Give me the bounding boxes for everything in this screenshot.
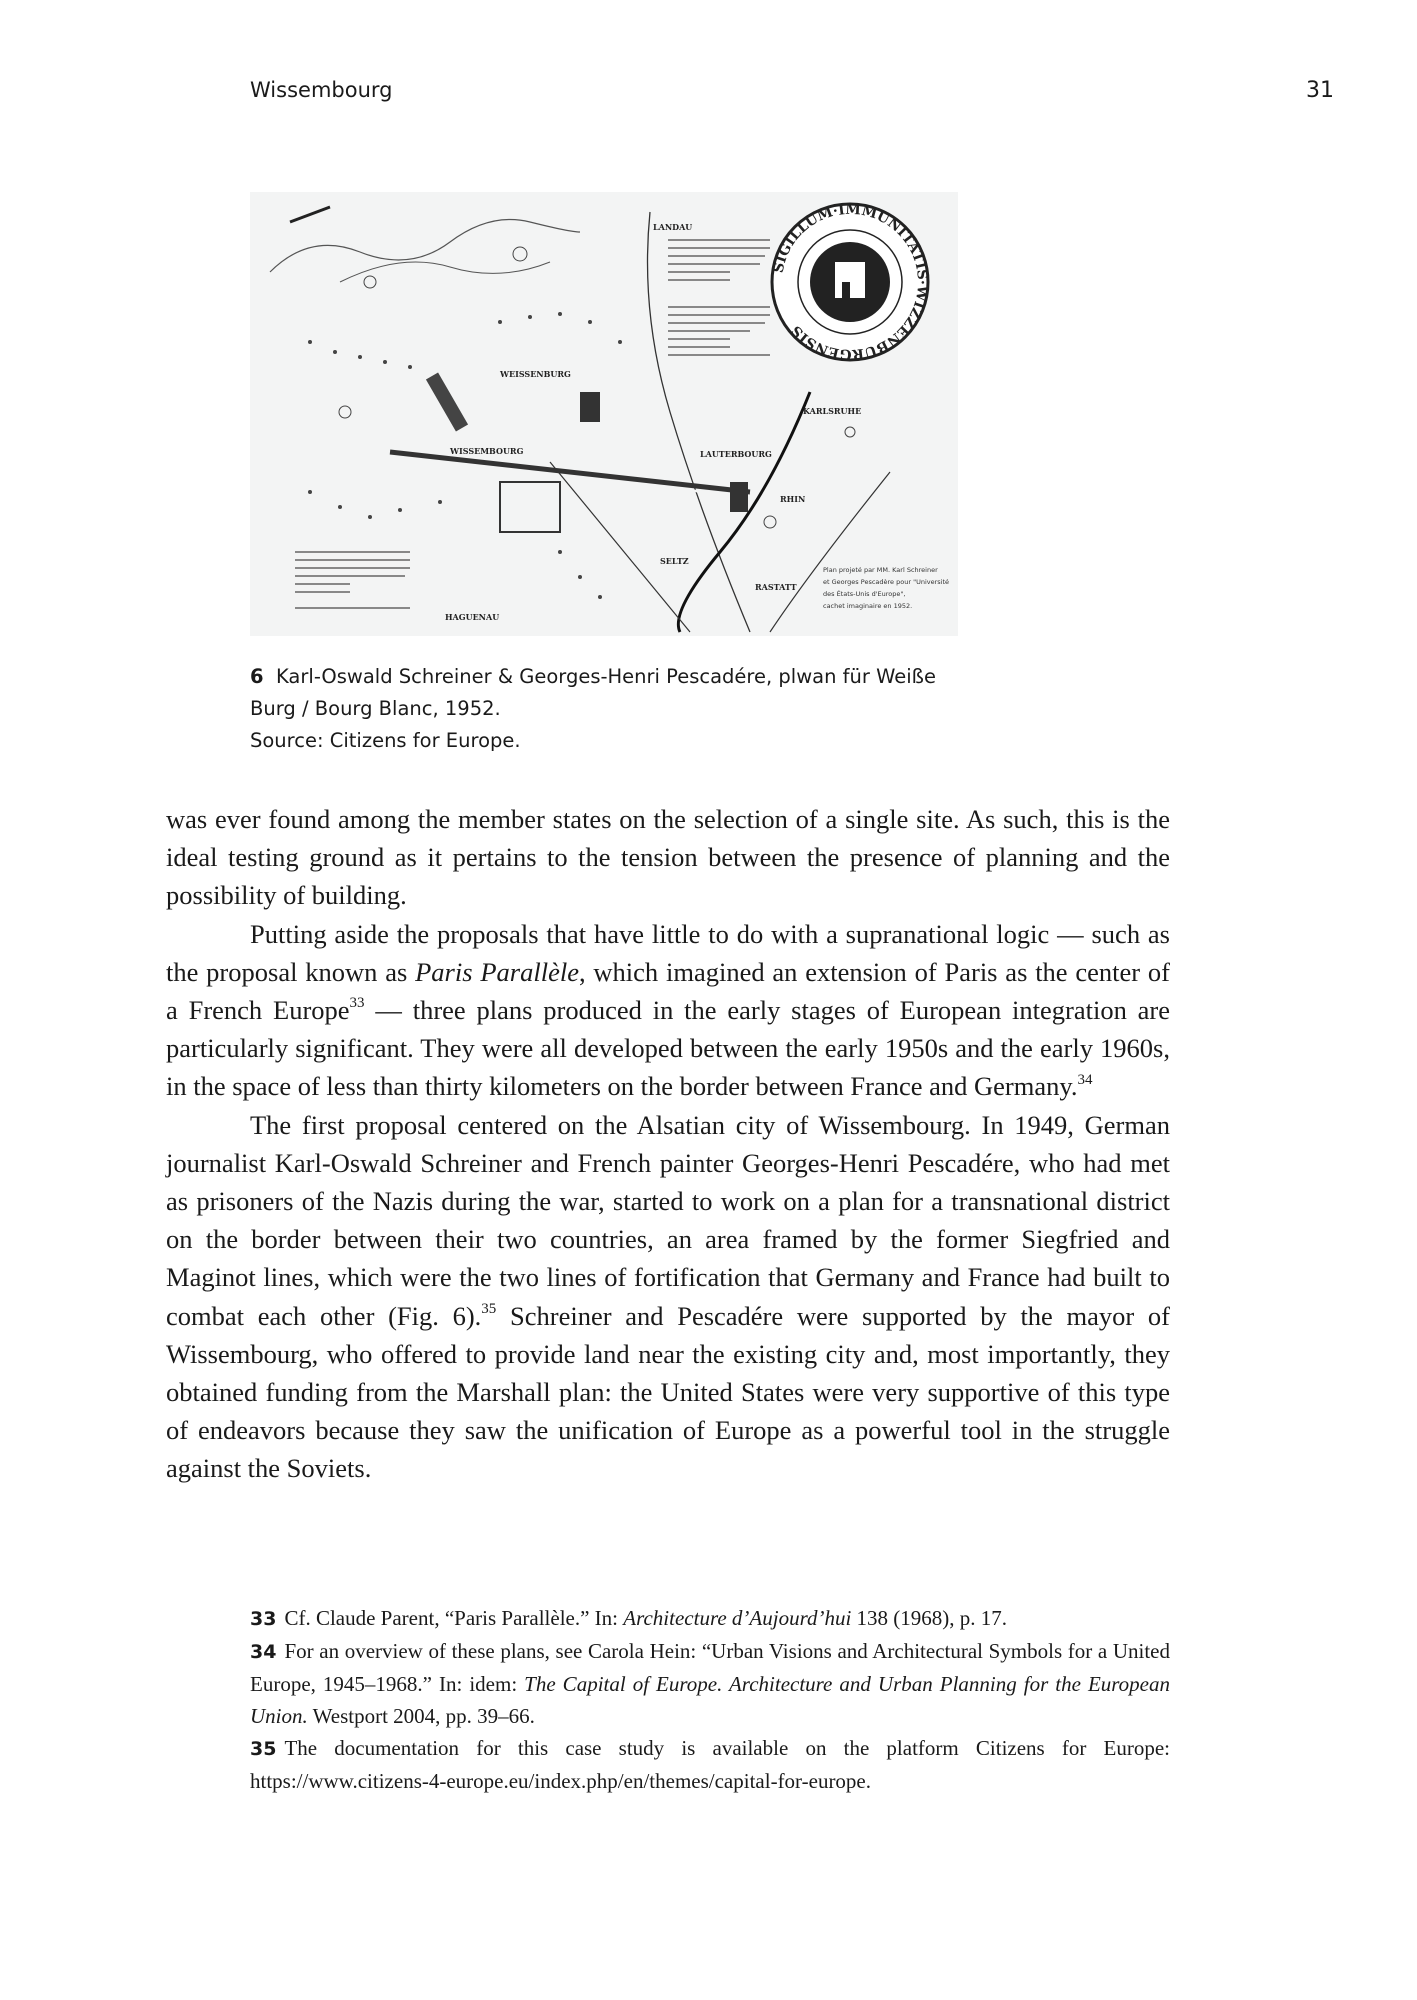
svg-text:LANDAU: LANDAU bbox=[653, 222, 693, 232]
svg-text:LAUTERBOURG: LAUTERBOURG bbox=[700, 449, 772, 459]
footnote-ref-35[interactable]: 35 bbox=[481, 1300, 497, 1317]
footnote-ref-34[interactable]: 34 bbox=[1077, 1071, 1093, 1088]
svg-text:SIGILLUM·IMMUNITATIS·WIZZENBUR: SIGILLUM·IMMUNITATIS·WIZZENBURGENSIS bbox=[770, 201, 931, 363]
seal-emblem bbox=[771, 202, 931, 362]
footnotes bbox=[250, 1602, 1170, 1797]
plan-map-illustration bbox=[250, 192, 958, 636]
figure-number: 6 bbox=[250, 665, 264, 688]
svg-text:HAGUENAU: HAGUENAU bbox=[445, 612, 500, 622]
paragraph-1: was ever found among the member states on the selection of a single site. As such, this is the ideal testing ground as it pertains to the tension between the presence of planning and the possibility of building. bbox=[166, 804, 1170, 911]
figure-source: Source: Citizens for Europe. bbox=[250, 729, 521, 752]
figure-caption-text: Karl-Oswald Schreiner & Georges-Henri Pescadére, plwan für Weiße Burg / Bourg Blanc, 1952. bbox=[250, 665, 936, 720]
svg-text:SELTZ: SELTZ bbox=[660, 556, 689, 566]
page-number: 31 bbox=[1306, 78, 1334, 103]
figure-map bbox=[250, 192, 958, 636]
footnote-35: 35 The documentation for this case study is available on the platform Citizens for Europe: https://www.citizens-4-europe.eu/index.php/en/themes/capital-for-europe. bbox=[250, 1736, 1170, 1793]
svg-text:WISSEMBOURG: WISSEMBOURG bbox=[450, 446, 524, 456]
running-title: Wissembourg bbox=[250, 78, 393, 102]
body-text bbox=[166, 800, 1170, 1488]
svg-text:et Georges Pescadère pour "Uni: et Georges Pescadère pour "Université bbox=[823, 578, 950, 586]
svg-text:KARLSRUHE: KARLSRUHE bbox=[803, 406, 862, 416]
paragraph-3: The first proposal centered on the Alsatian city of Wissembourg. In 1949, German journalist Karl-Oswald Schreiner and French painter Georges-Henri Pescadére, who had met as prisoners of the Nazis during the war, started to work on a plan for a transnational district on the border between their two countries, an area framed by the former Siegfried and Maginot lines, which were the two lines of fortification that Germany and France had built to combat each other (Fig. 6).$^{35}$ Schreiner and Pescadére were supported by the mayor of Wissembourg, who offered to provide land near the existing city and, most importantly, they obtained funding from the Marshall plan: the United States were very supportive of this type of endeavors because they saw the unification of Europe as a powerful tool in the struggle against the Soviets. bbox=[166, 1109, 1170, 1484]
svg-text:des États-Unis d'Europe",: des États-Unis d'Europe", bbox=[823, 590, 906, 598]
svg-text:cachet imaginaire en 1952.: cachet imaginaire en 1952. bbox=[823, 602, 913, 610]
footnote-34: 34 For an overview of these plans, see Carola Hein: “Urban Visions and Architectural Symbols for a United Europe, 1945–1968.” In: idem: The Capital of Europe. Architecture and Urban Planning for the European Union. Westport 2004, pp. 39–66. bbox=[250, 1639, 1170, 1728]
svg-text:WEISSENBURG: WEISSENBURG bbox=[500, 369, 571, 379]
svg-text:RHIN: RHIN bbox=[780, 494, 806, 504]
footnote-ref-33[interactable]: 33 bbox=[349, 995, 365, 1012]
footnote-33: 33 Cf. Claude Parent, “Paris Parallèle.” In: Architecture d’Aujourd’hui 138 (1968), p. 17. bbox=[250, 1606, 1008, 1630]
svg-text:Plan projeté par MM. Karl Schr: Plan projeté par MM. Karl Schreiner bbox=[823, 566, 938, 574]
svg-text:RASTATT: RASTATT bbox=[755, 582, 797, 592]
figure-caption bbox=[250, 661, 950, 757]
paragraph-2: Putting aside the proposals that have little to do with a supranational logic — such as the proposal known as Paris Parallèle, which imagined an extension of Paris as the center of a French Europe$^{33}$ — three plans produced in the early stages of European integration are particularly significant. They were all developed between the early 1950s and the early 1960s, in the space of less than thirty kilometers on the border between France and Germany.$^{34}$ bbox=[166, 918, 1171, 1102]
